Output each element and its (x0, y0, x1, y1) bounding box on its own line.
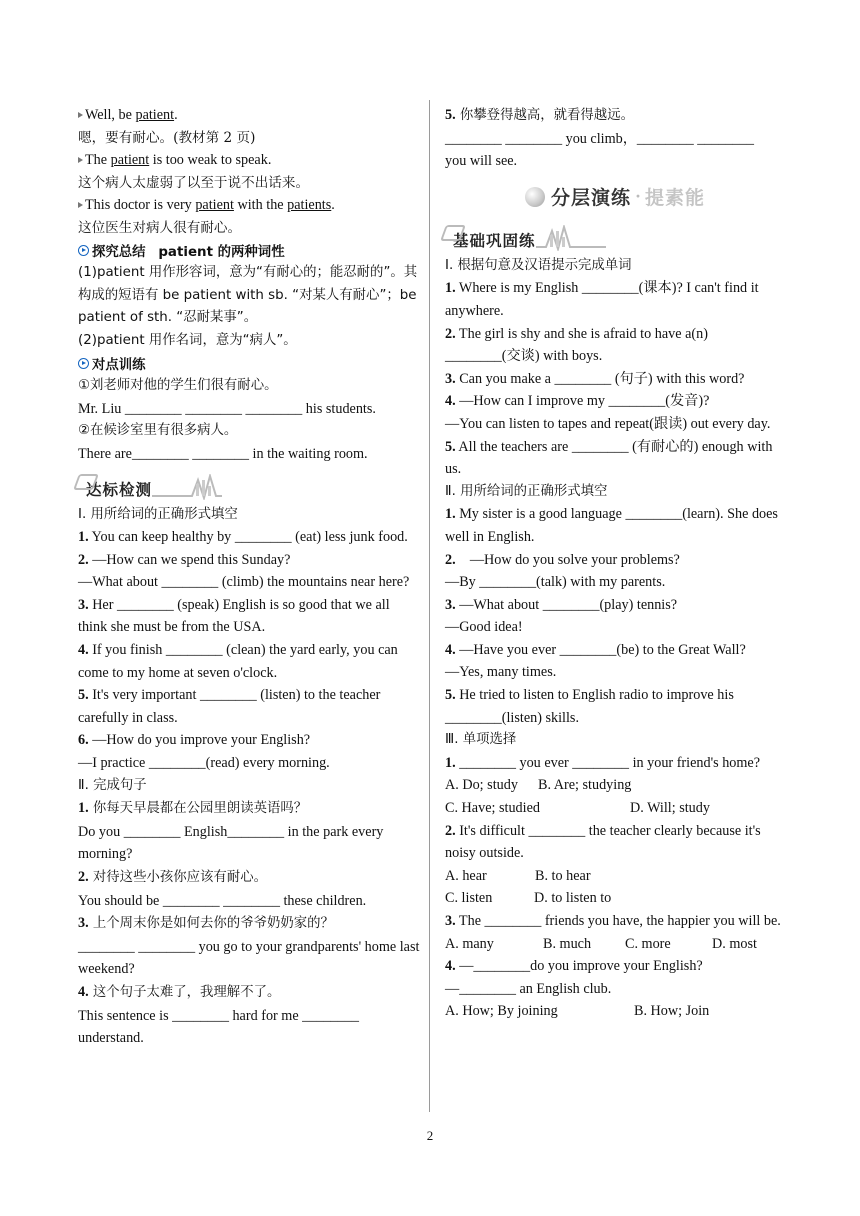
question-text: Where is my English ________(课本)? I can't find it anywhere. (445, 280, 759, 319)
question-answer: —By ________(talk) with my parents. (445, 574, 666, 591)
badge-label: 对点训练 (92, 358, 146, 374)
underlined-word: patient (195, 197, 234, 214)
question-number: 3. (445, 370, 456, 387)
options-row (445, 933, 785, 956)
text: . (174, 107, 178, 123)
option-c: C. Have; studied (445, 800, 540, 817)
question-text: It's very important ________ (listen) to the teacher carefully in class. (78, 687, 381, 726)
question-number: 3. (78, 915, 89, 932)
question (445, 323, 785, 368)
page-number: 2 (426, 1128, 434, 1143)
example-line (78, 149, 420, 172)
question (445, 752, 785, 775)
question-text: 上个周末你是如何去你的爷爷奶奶家的？ (88, 916, 334, 932)
option-c: C. listen (445, 890, 493, 907)
option-a: A. How; By joining (445, 1003, 558, 1020)
banner-fenceng (445, 177, 785, 217)
option-b: B. How; Join (634, 1003, 710, 1020)
question (78, 684, 420, 729)
question-answer: you will see. (445, 153, 518, 170)
question-number: 1. (445, 506, 456, 523)
question-number: 1. (78, 800, 89, 817)
question (445, 277, 785, 322)
question (445, 549, 785, 572)
question-number: 1. (445, 754, 456, 771)
exercise-line: Mr. Liu ________ ________ ________ his students. (78, 400, 376, 417)
question (445, 910, 785, 933)
question-text: —Have you ever ________(be) to the Great Wall? (455, 641, 746, 658)
section-header-jichu (445, 219, 785, 251)
question (78, 912, 420, 936)
duidian-heading (78, 353, 420, 376)
underlined-word: patient (135, 107, 175, 123)
question-answer: —________ an English club. (445, 980, 612, 997)
question-answer: This sentence is ________ hard for me ________ understand. (78, 1007, 359, 1047)
question-number: 1. (78, 529, 89, 546)
question-number: 3. (445, 913, 456, 929)
options-row (445, 797, 785, 820)
subsection-title: Ⅱ. 用所给词的正确形式填空 (445, 483, 608, 499)
underlined-word: patients (287, 197, 332, 214)
option-b: B. to hear (535, 867, 591, 884)
question-text: —How do you solve your problems? (455, 551, 680, 568)
question-text: —How do you improve your English? (88, 732, 311, 749)
question-text: Her ________ (speak) English is so good that we all think she must be from the USA. (78, 596, 390, 636)
option-a: A. hear (445, 867, 487, 884)
question-answer: ________ ________ you climb，________ ________ (445, 130, 754, 147)
banner-title: 分层演练 (550, 187, 631, 210)
question (78, 639, 420, 684)
question-text: 这个句子太难了，我理解不了。 (88, 984, 281, 1000)
question (445, 368, 785, 391)
circle-arrow-icon (78, 245, 89, 256)
question-text: Can you make a ________ (句子) with this word? (455, 370, 745, 387)
question (445, 639, 785, 662)
translation-line: 这位医生对病人很有耐心。 (78, 219, 242, 236)
question-answer: —I practice ________(read) every morning. (78, 755, 330, 772)
sphere-icon (525, 187, 545, 207)
pulse-line-icon (152, 474, 222, 500)
circle-arrow-icon (78, 358, 89, 369)
question-answer: You should be ________ ________ these children. (78, 892, 367, 909)
question-text: —How can we spend this Sunday? (88, 551, 291, 568)
question-number: 2. (78, 551, 89, 568)
question (445, 503, 785, 548)
question-number: 4. (445, 958, 456, 975)
underlined-word: patient (110, 152, 150, 169)
subsection-title: Ⅲ. 单项选择 (445, 732, 517, 748)
question-text: He tried to listen to English radio to improve his ________(listen) skills. (445, 687, 734, 726)
section-header-dabiao (78, 468, 420, 500)
question (445, 594, 785, 617)
question-number: 1. (445, 280, 456, 297)
question-number: 5. (445, 107, 456, 123)
text: . (331, 197, 335, 214)
question (78, 981, 420, 1005)
options-row (445, 774, 785, 797)
text: with the (233, 197, 288, 214)
question (445, 390, 785, 413)
column-divider (429, 100, 430, 1112)
question-text: You can keep healthy by ________ (eat) less junk food. (88, 529, 408, 546)
option-c: C. more (625, 935, 671, 952)
question-text: 对待这些小孩你应该有耐心。 (88, 870, 267, 885)
options-row (445, 865, 785, 888)
question (78, 594, 420, 639)
option-a: A. Do; study (445, 777, 518, 794)
example-line (78, 104, 420, 127)
explanation-paragraph: (1)patient 用作形容词，意为“有耐心的；能忍耐的”。其构成的短语有 be patient with sb. “对某人有耐心”；be patient of sth. “忍耐某事”。 (78, 265, 418, 326)
subsection-title: Ⅰ. 根据句意及汉语提示完成单词 (445, 257, 632, 273)
question (78, 549, 420, 572)
question-text: ________ you ever ________ in your friend's home? (455, 754, 761, 771)
question-number: 2. (445, 822, 456, 839)
left-column (78, 104, 420, 1050)
option-b: B. Are; studying (538, 777, 632, 794)
question (78, 729, 420, 752)
option-a: A. many (445, 935, 494, 952)
question (78, 797, 420, 821)
text: is too weak to speak. (149, 152, 272, 169)
options-row (445, 1000, 785, 1023)
option-b: B. much (543, 935, 592, 952)
question-number: 5. (445, 438, 456, 455)
option-d: D. most (712, 935, 757, 952)
question-text: All the teachers are ________ (有耐心的) enough with us. (445, 438, 773, 478)
option-d: D. Will; study (630, 800, 710, 817)
tanjiu-heading (78, 240, 420, 263)
question-text: —How can I improve my ________(发音)? (455, 393, 710, 410)
question (445, 955, 785, 978)
question (445, 820, 785, 865)
question-answer: —You can listen to tapes and repeat(跟读) out every day. (445, 415, 771, 432)
question-number: 4. (78, 983, 89, 1000)
question-number: 2. (445, 325, 456, 342)
section-title: 达标检测 (78, 478, 152, 500)
question-number: 2. (445, 551, 456, 568)
subsection-title: Ⅰ. 用所给词的正确形式填空 (78, 506, 238, 522)
question-answer: Do you ________ English________ in the park every morning? (78, 823, 384, 863)
question (78, 526, 420, 549)
options-row (445, 887, 785, 910)
question-answer: —Yes, many times. (445, 664, 557, 681)
pulse-line-icon (536, 225, 606, 251)
question-text: —________do you improve your English? (455, 958, 703, 975)
option-d: D. to listen to (534, 890, 612, 907)
text: This doctor is very (85, 197, 196, 214)
question-text: My sister is a good language ________(learn). She does well in English. (445, 506, 778, 545)
triangle-bullet-icon (78, 202, 83, 208)
question-answer: —Good idea! (445, 619, 523, 636)
exercise-line: There are________ ________ in the waiting room. (78, 445, 368, 462)
question (445, 684, 785, 729)
question-number: 6. (78, 732, 89, 749)
section-title: 基础巩固练 (445, 229, 536, 251)
question-number: 4. (445, 393, 456, 410)
question-number: 4. (78, 642, 89, 659)
question-number: 4. (445, 641, 456, 658)
question-text: —What about ________(play) tennis? (455, 596, 678, 613)
question-answer: ________ ________ you go to your grandparents' home last weekend? (78, 938, 420, 978)
banner-subtitle: 提素能 (645, 187, 706, 210)
question-text: 你每天早晨都在公园里朗读英语吗？ (88, 801, 308, 817)
question-text: The ________ friends you have, the happier you will be. (455, 913, 781, 929)
question-text: If you finish ________ (clean) the yard early, you can come to my home at seven o'clock. (78, 642, 398, 681)
explanation-paragraph: (2)patient 用作名词，意为“病人”。 (78, 332, 297, 348)
question-number: 3. (78, 596, 89, 613)
question-number: 2. (78, 869, 89, 885)
badge-title: patient 的两种词性 (158, 245, 285, 261)
question-text: It's difficult ________ the teacher clearly because it's noisy outside. (445, 822, 761, 862)
question (445, 104, 785, 128)
question-answer: —What about ________ (climb) the mountains near here? (78, 574, 410, 591)
right-column (445, 104, 785, 1023)
question-number: 3. (445, 596, 456, 613)
triangle-bullet-icon (78, 157, 83, 163)
example-line (78, 194, 420, 217)
question-text: The girl is shy and she is afraid to have a(n) ________(交谈) with boys. (445, 325, 708, 365)
question-text: 你攀登得越高，就看得越远。 (455, 108, 634, 123)
question-number: 5. (78, 687, 89, 704)
translation-line: 嗯，要有耐心。(教材第 2 页) (78, 129, 256, 146)
subsection-title: Ⅱ. 完成句子 (78, 777, 147, 793)
exercise-prompt: ②在候诊室里有很多病人。 (78, 423, 238, 439)
translation-line: 这个病人太虚弱了以至于说不出话来。 (78, 174, 310, 191)
text: Well, be (85, 107, 136, 123)
text: The (85, 152, 111, 169)
banner-dot: · (634, 186, 641, 207)
question (78, 866, 420, 890)
badge-label: 探究总结 (92, 245, 146, 261)
question-number: 5. (445, 687, 456, 704)
question (445, 436, 785, 481)
triangle-bullet-icon (78, 112, 83, 118)
exercise-prompt: ①刘老师对他的学生们很有耐心。 (78, 378, 278, 394)
